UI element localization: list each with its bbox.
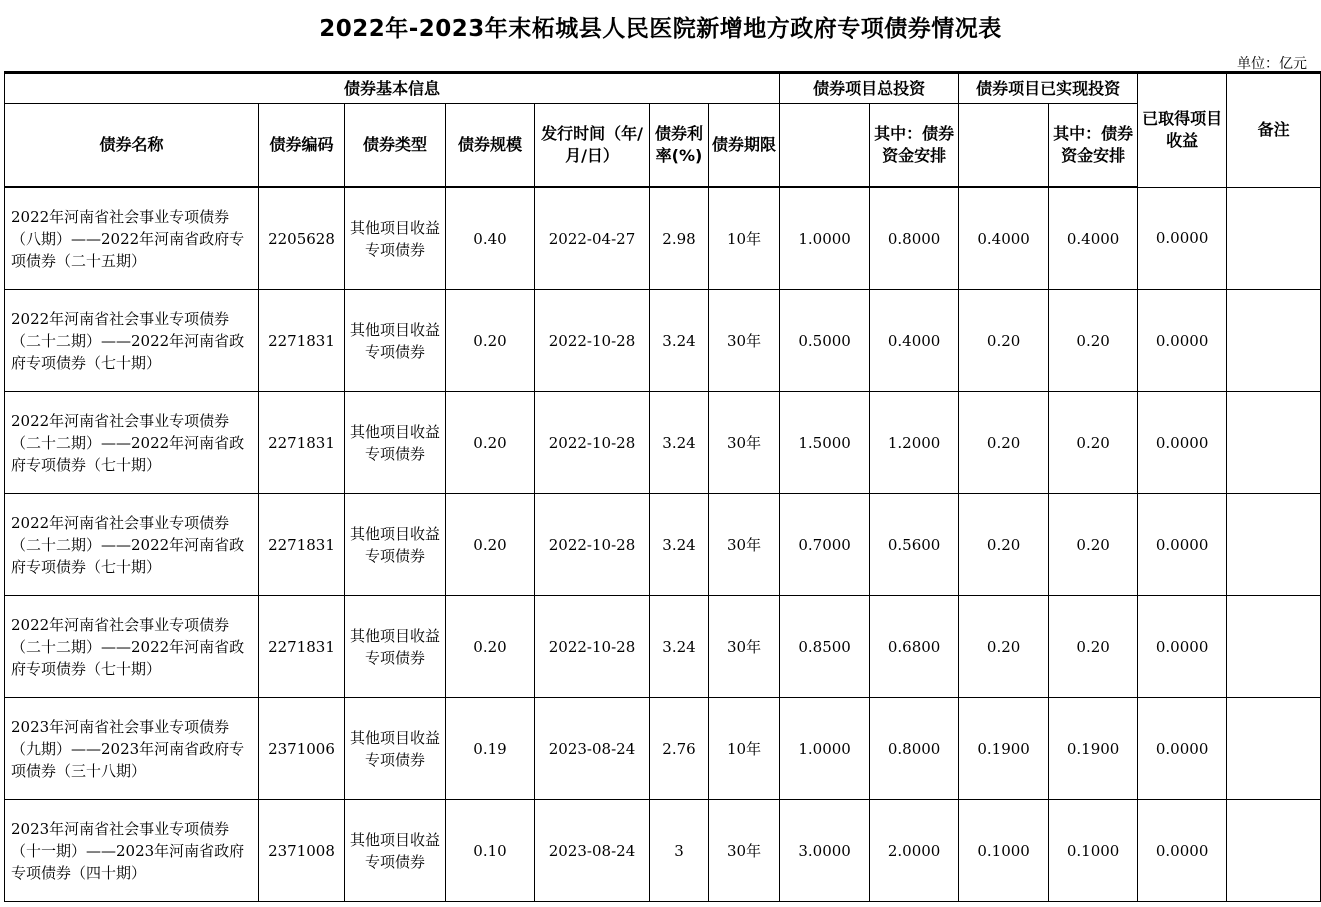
remark-header: 备注 (1227, 73, 1321, 188)
income-cell: 0.0000 (1138, 596, 1227, 698)
term-cell: 30年 (709, 290, 780, 392)
realized-bond-cell: 0.20 (1049, 494, 1138, 596)
realized-bond-cell: 0.1900 (1049, 698, 1138, 800)
table-row (5, 800, 1321, 902)
name-header: 债券名称 (5, 104, 259, 188)
bond-code-cell: 2271831 (259, 596, 345, 698)
income-cell: 0.0000 (1138, 187, 1227, 290)
bond-scale-cell: 0.20 (446, 392, 535, 494)
total-investment-cell: 1.0000 (780, 187, 870, 290)
remark-cell (1227, 596, 1321, 698)
total-investment-cell: 1.0000 (780, 698, 870, 800)
bond-scale-cell: 0.20 (446, 290, 535, 392)
bond-name-cell: 2023年河南省社会事业专项债券（九期）——2023年河南省政府专项债券（三十八期） (5, 698, 259, 800)
realized-investment-cell (959, 104, 1049, 188)
unit-label: 单位：亿元 (1237, 56, 1307, 72)
table-row (5, 698, 1321, 800)
bond-code-cell: 2271831 (259, 290, 345, 392)
realized-investment-cell: 0.20 (959, 494, 1049, 596)
total-bond-cell: 0.8000 (870, 187, 959, 290)
realized-investment-cell: 0.1900 (959, 698, 1049, 800)
table-row (5, 596, 1321, 698)
realized-investment-cell: 0.20 (959, 596, 1049, 698)
term-cell: 30年 (709, 494, 780, 596)
page-title: 2022年-2023年末柘城县人民医院新增地方政府专项债券情况表 (319, 16, 1002, 42)
bond-code-cell: 2271831 (259, 494, 345, 596)
bond-type-cell: 其他项目收益专项债券 (345, 494, 446, 596)
rate-cell: 3.24 (650, 290, 709, 392)
bond-scale-cell: 0.40 (446, 187, 535, 290)
total-bond-cell: 0.4000 (870, 290, 959, 392)
bond-name-cell: 2022年河南省社会事业专项债券（二十二期）——2022年河南省政府专项债券（七十期） (5, 494, 259, 596)
income-cell: 0.0000 (1138, 494, 1227, 596)
total-investment-cell (780, 104, 870, 188)
table-row (5, 494, 1321, 596)
table-row (5, 187, 1321, 290)
bond-code-cell: 2371008 (259, 800, 345, 902)
total-investment-cell: 3.0000 (780, 800, 870, 902)
realized-investment-cell: 0.1000 (959, 800, 1049, 902)
rate-cell: 3 (650, 800, 709, 902)
remark-cell (1227, 187, 1321, 290)
term-cell: 10年 (709, 698, 780, 800)
group-total-header: 债券项目总投资 (780, 73, 959, 104)
bond-type-cell: 其他项目收益专项债券 (345, 698, 446, 800)
term-cell: 10年 (709, 187, 780, 290)
realized-bond-cell: 0.4000 (1049, 187, 1138, 290)
total-bond-cell: 2.0000 (870, 800, 959, 902)
bond-name-cell: 2022年河南省社会事业专项债券（二十二期）——2022年河南省政府专项债券（七十期） (5, 596, 259, 698)
group-realized-header: 债券项目已实现投资 (959, 73, 1138, 104)
remark-cell (1227, 392, 1321, 494)
bond-code-cell: 2371006 (259, 698, 345, 800)
issue-date-cell: 2022-10-28 (535, 290, 650, 392)
total-bond-header: 其中：债券资金安排 (870, 104, 959, 188)
bond-scale-cell: 0.20 (446, 596, 535, 698)
income-header: 已取得项目收益 (1138, 73, 1227, 188)
scale-header: 债券规模 (446, 104, 535, 188)
bond-type-cell: 其他项目收益专项债券 (345, 392, 446, 494)
bond-type-cell: 其他项目收益专项债券 (345, 290, 446, 392)
bond-name-cell: 2022年河南省社会事业专项债券（二十二期）——2022年河南省政府专项债券（七十期） (5, 392, 259, 494)
issue-date-cell: 2022-10-28 (535, 494, 650, 596)
income-cell: 0.0000 (1138, 392, 1227, 494)
total-bond-cell: 0.6800 (870, 596, 959, 698)
table-row (5, 290, 1321, 392)
realized-investment-cell: 0.20 (959, 392, 1049, 494)
rate-cell: 2.76 (650, 698, 709, 800)
total-bond-cell: 1.2000 (870, 392, 959, 494)
rate-header: 债券利率(%) (650, 104, 709, 188)
issue-date-cell: 2022-10-28 (535, 596, 650, 698)
total-investment-cell: 0.5000 (780, 290, 870, 392)
remark-cell (1227, 698, 1321, 800)
issue-date-cell: 2022-04-27 (535, 187, 650, 290)
bond-scale-cell: 0.20 (446, 494, 535, 596)
remark-cell (1227, 800, 1321, 902)
rate-cell: 3.24 (650, 596, 709, 698)
realized-investment-cell: 0.20 (959, 290, 1049, 392)
bond-code-cell: 2271831 (259, 392, 345, 494)
bond-scale-cell: 0.10 (446, 800, 535, 902)
code-header: 债券编码 (259, 104, 345, 188)
income-cell: 0.0000 (1138, 800, 1227, 902)
bond-type-cell: 其他项目收益专项债券 (345, 596, 446, 698)
realized-bond-cell: 0.20 (1049, 290, 1138, 392)
type-header: 债券类型 (345, 104, 446, 188)
realized-investment-cell: 0.4000 (959, 187, 1049, 290)
issue-date-header: 发行时间（年/月/日） (535, 104, 650, 188)
remark-cell (1227, 290, 1321, 392)
bond-table (4, 71, 1321, 902)
total-investment-cell: 1.5000 (780, 392, 870, 494)
total-investment-cell: 0.8500 (780, 596, 870, 698)
bond-code-cell: 2205628 (259, 187, 345, 290)
rate-cell: 2.98 (650, 187, 709, 290)
total-bond-cell: 0.5600 (870, 494, 959, 596)
realized-bond-header: 其中：债券资金安排 (1049, 104, 1138, 188)
realized-bond-cell: 0.1000 (1049, 800, 1138, 902)
realized-bond-cell: 0.20 (1049, 392, 1138, 494)
bond-name-cell: 2022年河南省社会事业专项债券（八期）——2022年河南省政府专项债券（二十五期） (5, 187, 259, 290)
total-bond-cell: 0.8000 (870, 698, 959, 800)
table-row (5, 392, 1321, 494)
header-group-row (5, 73, 1321, 104)
bond-scale-cell: 0.19 (446, 698, 535, 800)
realized-bond-cell: 0.20 (1049, 596, 1138, 698)
header-column-row (5, 104, 1321, 188)
issue-date-cell: 2022-10-28 (535, 392, 650, 494)
term-cell: 30年 (709, 800, 780, 902)
total-investment-cell: 0.7000 (780, 494, 870, 596)
income-cell: 0.0000 (1138, 290, 1227, 392)
term-cell: 30年 (709, 596, 780, 698)
group-basic-header: 债券基本信息 (5, 73, 780, 104)
term-cell: 30年 (709, 392, 780, 494)
income-cell: 0.0000 (1138, 698, 1227, 800)
bond-type-cell: 其他项目收益专项债券 (345, 187, 446, 290)
rate-cell: 3.24 (650, 494, 709, 596)
bond-type-cell: 其他项目收益专项债券 (345, 800, 446, 902)
bond-name-cell: 2023年河南省社会事业专项债券（十一期）——2023年河南省政府专项债券（四十期） (5, 800, 259, 902)
remark-cell (1227, 494, 1321, 596)
issue-date-cell: 2023-08-24 (535, 698, 650, 800)
bond-name-cell: 2022年河南省社会事业专项债券（二十二期）——2022年河南省政府专项债券（七十期） (5, 290, 259, 392)
rate-cell: 3.24 (650, 392, 709, 494)
issue-date-cell: 2023-08-24 (535, 800, 650, 902)
term-header: 债券期限 (709, 104, 780, 188)
